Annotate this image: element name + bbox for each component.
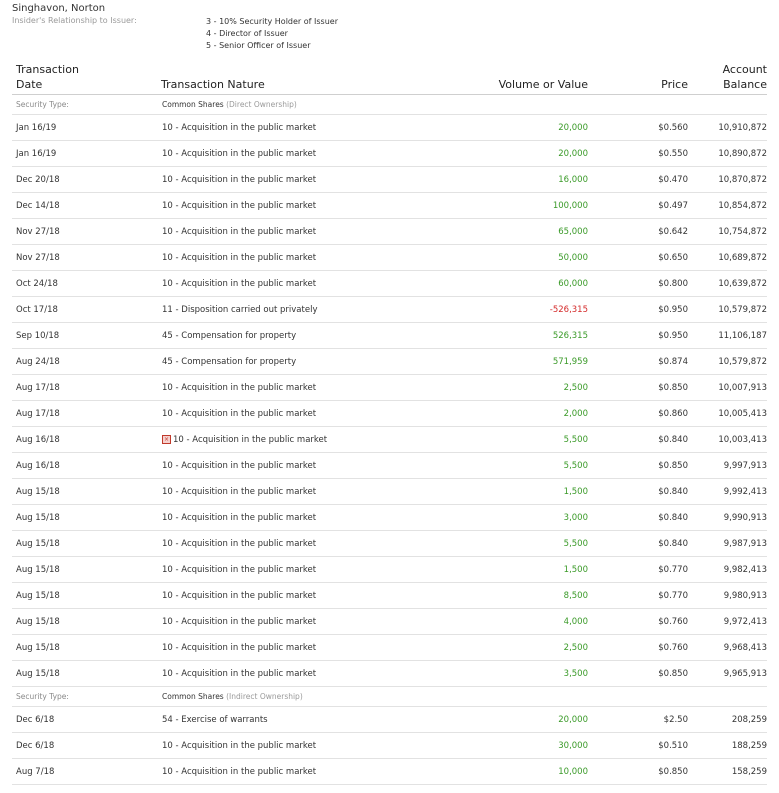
relationship-label: Insider's Relationship to Issuer: [12, 16, 137, 25]
volume-value: 10,000 [558, 767, 588, 777]
transaction-nature [162, 375, 316, 401]
transaction-date: Nov 27/18 [16, 227, 60, 237]
transaction-nature [162, 245, 316, 271]
transaction-nature-text: 10 - Acquisition in the public market [162, 227, 317, 237]
price-value: $0.840 [658, 539, 688, 549]
transaction-date: Aug 17/18 [16, 409, 60, 419]
header-transaction-date[interactable] [16, 62, 96, 92]
volume-value: 526,315 [552, 331, 588, 341]
transaction-date: Aug 15/18 [16, 487, 60, 497]
security-type-label: Security Type: [16, 100, 69, 109]
volume-value: 20,000 [558, 149, 588, 159]
volume-value: 3,000 [563, 513, 588, 523]
transaction-nature-text: 45 - Compensation for property [162, 357, 297, 367]
transaction-nature [162, 583, 316, 609]
price-value: $0.770 [658, 565, 688, 575]
relationship-list [206, 16, 338, 52]
security-type-row [0, 95, 779, 115]
table-row [0, 759, 779, 785]
transaction-nature [162, 271, 316, 297]
transaction-date: Aug 15/18 [16, 565, 60, 575]
price-value: $0.650 [658, 253, 688, 263]
header-volume[interactable]: Volume or Value [498, 78, 588, 91]
transaction-nature-text: 45 - Compensation for property [162, 331, 297, 341]
transaction-nature-text: 11 - Disposition carried out privately [162, 305, 318, 315]
transaction-nature [162, 635, 316, 661]
transaction-date: Aug 7/18 [16, 767, 55, 777]
account-balance: 10,007,913 [718, 383, 767, 393]
header-date-line1: Transaction [16, 63, 79, 76]
volume-value: 65,000 [558, 227, 588, 237]
price-value: $0.860 [658, 409, 688, 419]
price-value: $0.840 [658, 513, 688, 523]
table-row [0, 609, 779, 635]
transaction-nature [162, 557, 316, 583]
transaction-nature [162, 707, 268, 733]
transaction-date: Aug 15/18 [16, 591, 60, 601]
volume-value: 20,000 [558, 123, 588, 133]
price-value: $0.470 [658, 175, 688, 185]
transaction-nature-text: 54 - Exercise of warrants [162, 715, 268, 725]
transaction-nature-text: 10 - Acquisition in the public market [162, 741, 317, 751]
price-value: $0.760 [658, 617, 688, 627]
warning-icon[interactable]: × [163, 436, 170, 443]
price-value: $0.950 [658, 305, 688, 315]
transaction-nature [162, 193, 316, 219]
table-row [0, 427, 779, 453]
header-date-line2: Date [16, 78, 43, 91]
table-row [0, 297, 779, 323]
transaction-nature [162, 401, 316, 427]
transaction-date: Aug 15/18 [16, 643, 60, 653]
transaction-nature [162, 609, 316, 635]
table-row [0, 479, 779, 505]
transaction-nature [162, 115, 316, 141]
table-row [0, 635, 779, 661]
account-balance: 10,754,872 [718, 227, 767, 237]
table-row [0, 661, 779, 687]
volume-value: -526,315 [549, 305, 588, 315]
header-balance-line1: Account [722, 63, 767, 76]
transaction-nature-text: 10 - Acquisition in the public market [162, 175, 317, 185]
security-type-label: Security Type: [16, 692, 69, 701]
transaction-date: Oct 24/18 [16, 279, 58, 289]
price-value: $0.550 [658, 149, 688, 159]
price-value: $0.874 [658, 357, 688, 367]
account-balance: 9,990,913 [723, 513, 767, 523]
transaction-nature [162, 661, 316, 687]
transaction-date: Dec 6/18 [16, 741, 55, 751]
price-value: $0.800 [658, 279, 688, 289]
volume-value: 1,500 [563, 487, 588, 497]
volume-value: 100,000 [552, 201, 588, 211]
header-transaction-nature[interactable]: Transaction Nature [161, 78, 265, 91]
security-name: Common Shares [162, 100, 224, 109]
ownership-type: (Indirect Ownership) [226, 692, 303, 701]
transaction-date: Aug 15/18 [16, 617, 60, 627]
transaction-nature [162, 219, 316, 245]
price-value: $0.840 [658, 487, 688, 497]
table-header [0, 62, 779, 94]
table-row [0, 707, 779, 733]
ownership-type: (Direct Ownership) [226, 100, 297, 109]
account-balance: 158,259 [731, 767, 767, 777]
volume-value: 2,000 [563, 409, 588, 419]
transaction-nature [162, 505, 316, 531]
volume-value: 5,500 [563, 461, 588, 471]
relationship-item: 5 - Senior Officer of Issuer [206, 41, 311, 50]
price-value: $0.497 [658, 201, 688, 211]
account-balance: 11,106,187 [718, 331, 767, 341]
account-balance: 10,689,872 [718, 253, 767, 263]
table-row [0, 453, 779, 479]
transaction-nature [162, 427, 327, 453]
account-balance: 9,965,913 [723, 669, 767, 679]
volume-value: 571,959 [552, 357, 588, 367]
header-account-balance[interactable] [723, 62, 767, 92]
account-balance: 10,870,872 [718, 175, 767, 185]
price-value: $0.840 [658, 435, 688, 445]
table-row [0, 401, 779, 427]
transaction-nature-text: 10 - Acquisition in the public market [162, 591, 317, 601]
account-balance: 10,854,872 [718, 201, 767, 211]
volume-value: 20,000 [558, 715, 588, 725]
table-row [0, 141, 779, 167]
table-row [0, 245, 779, 271]
account-balance: 10,890,872 [718, 149, 767, 159]
table-row [0, 733, 779, 759]
transaction-date: Oct 17/18 [16, 305, 58, 315]
volume-value: 1,500 [563, 565, 588, 575]
transaction-date: Aug 16/18 [16, 461, 60, 471]
transaction-date: Nov 27/18 [16, 253, 60, 263]
transaction-date: Aug 15/18 [16, 539, 60, 549]
table-row [0, 505, 779, 531]
transaction-nature [162, 167, 316, 193]
table-row [0, 115, 779, 141]
transaction-nature-text: 10 - Acquisition in the public market [162, 539, 317, 549]
price-value: $0.850 [658, 669, 688, 679]
security-type-value [162, 687, 303, 707]
transaction-nature-text: 10 - Acquisition in the public market [162, 279, 317, 289]
volume-value: 30,000 [558, 741, 588, 751]
volume-value: 2,500 [563, 383, 588, 393]
volume-value: 5,500 [563, 435, 588, 445]
security-type-value [162, 95, 297, 115]
account-balance: 208,259 [731, 715, 767, 725]
volume-value: 3,500 [563, 669, 588, 679]
table-row [0, 375, 779, 401]
transaction-nature-text: 10 - Acquisition in the public market [162, 409, 317, 419]
price-value: $0.642 [658, 227, 688, 237]
account-balance: 10,003,413 [718, 435, 767, 445]
transaction-nature-text: 10 - Acquisition in the public market [162, 253, 317, 263]
price-value: $2.50 [663, 715, 688, 725]
table-row [0, 531, 779, 557]
transaction-nature [162, 297, 317, 323]
account-balance: 10,005,413 [718, 409, 767, 419]
account-balance: 10,639,872 [718, 279, 767, 289]
transaction-nature-text: 10 - Acquisition in the public market [162, 123, 317, 133]
account-balance: 9,997,913 [723, 461, 767, 471]
transaction-nature [162, 323, 296, 349]
transaction-nature-text: 10 - Acquisition in the public market [162, 461, 317, 471]
table-row [0, 193, 779, 219]
transaction-date: Aug 16/18 [16, 435, 60, 445]
transaction-nature [162, 453, 316, 479]
transaction-nature-text: 10 - Acquisition in the public market [162, 487, 317, 497]
security-type-row [0, 687, 779, 707]
transaction-date: Aug 24/18 [16, 357, 60, 367]
transaction-nature-text: 10 - Acquisition in the public market [162, 383, 317, 393]
volume-value: 8,500 [563, 591, 588, 601]
transaction-nature [162, 349, 296, 375]
volume-value: 60,000 [558, 279, 588, 289]
account-balance: 9,968,413 [723, 643, 767, 653]
transaction-date: Dec 14/18 [16, 201, 60, 211]
transaction-nature-text: 10 - Acquisition in the public market [162, 513, 317, 523]
table-row [0, 271, 779, 297]
transaction-date: Aug 15/18 [16, 669, 60, 679]
account-balance: 9,982,413 [723, 565, 767, 575]
transaction-date: Dec 6/18 [16, 715, 55, 725]
transaction-nature-text: 10 - Acquisition in the public market [162, 643, 317, 653]
transaction-nature [162, 479, 316, 505]
transaction-nature-text: 10 - Acquisition in the public market [162, 669, 317, 679]
volume-value: 16,000 [558, 175, 588, 185]
header-price[interactable]: Price [661, 78, 688, 91]
account-balance: 10,910,872 [718, 123, 767, 133]
account-balance: 9,972,413 [723, 617, 767, 627]
account-balance: 9,987,913 [723, 539, 767, 549]
table-row [0, 323, 779, 349]
transaction-nature [162, 531, 316, 557]
transaction-nature [162, 733, 316, 759]
security-name: Common Shares [162, 692, 224, 701]
transaction-nature [162, 141, 316, 167]
account-balance: 10,579,872 [718, 357, 767, 367]
header-balance-line2: Balance [723, 78, 767, 91]
price-value: $0.770 [658, 591, 688, 601]
volume-value: 4,000 [563, 617, 588, 627]
price-value: $0.850 [658, 383, 688, 393]
table-row [0, 219, 779, 245]
price-value: $0.760 [658, 643, 688, 653]
price-value: $0.850 [658, 767, 688, 777]
account-balance: 10,579,872 [718, 305, 767, 315]
transaction-date: Jan 16/19 [16, 123, 57, 133]
transaction-date: Aug 15/18 [16, 513, 60, 523]
relationship-item: 4 - Director of Issuer [206, 29, 288, 38]
transaction-nature-text: 10 - Acquisition in the public market [162, 201, 317, 211]
transaction-nature-text: 10 - Acquisition in the public market [173, 435, 328, 445]
transaction-date: Dec 20/18 [16, 175, 60, 185]
price-value: $0.510 [658, 741, 688, 751]
price-value: $0.560 [658, 123, 688, 133]
table-row [0, 557, 779, 583]
transaction-date: Sep 10/18 [16, 331, 60, 341]
volume-value: 50,000 [558, 253, 588, 263]
volume-value: 5,500 [563, 539, 588, 549]
transaction-nature-text: 10 - Acquisition in the public market [162, 617, 317, 627]
transaction-date: Jan 16/19 [16, 149, 57, 159]
price-value: $0.850 [658, 461, 688, 471]
account-balance: 9,980,913 [723, 591, 767, 601]
transaction-date: Aug 17/18 [16, 383, 60, 393]
insider-name: Singhavon, Norton [12, 3, 106, 14]
transaction-nature-text: 10 - Acquisition in the public market [162, 565, 317, 575]
transaction-nature-text: 10 - Acquisition in the public market [162, 767, 317, 777]
account-balance: 9,992,413 [723, 487, 767, 497]
price-value: $0.950 [658, 331, 688, 341]
table-row [0, 349, 779, 375]
table-row [0, 583, 779, 609]
account-balance: 188,259 [731, 741, 767, 751]
table-row [0, 167, 779, 193]
transactions-table-body [0, 95, 779, 785]
transaction-nature [162, 759, 316, 785]
relationship-item: 3 - 10% Security Holder of Issuer [206, 17, 338, 26]
volume-value: 2,500 [563, 643, 588, 653]
transaction-nature-text: 10 - Acquisition in the public market [162, 149, 317, 159]
